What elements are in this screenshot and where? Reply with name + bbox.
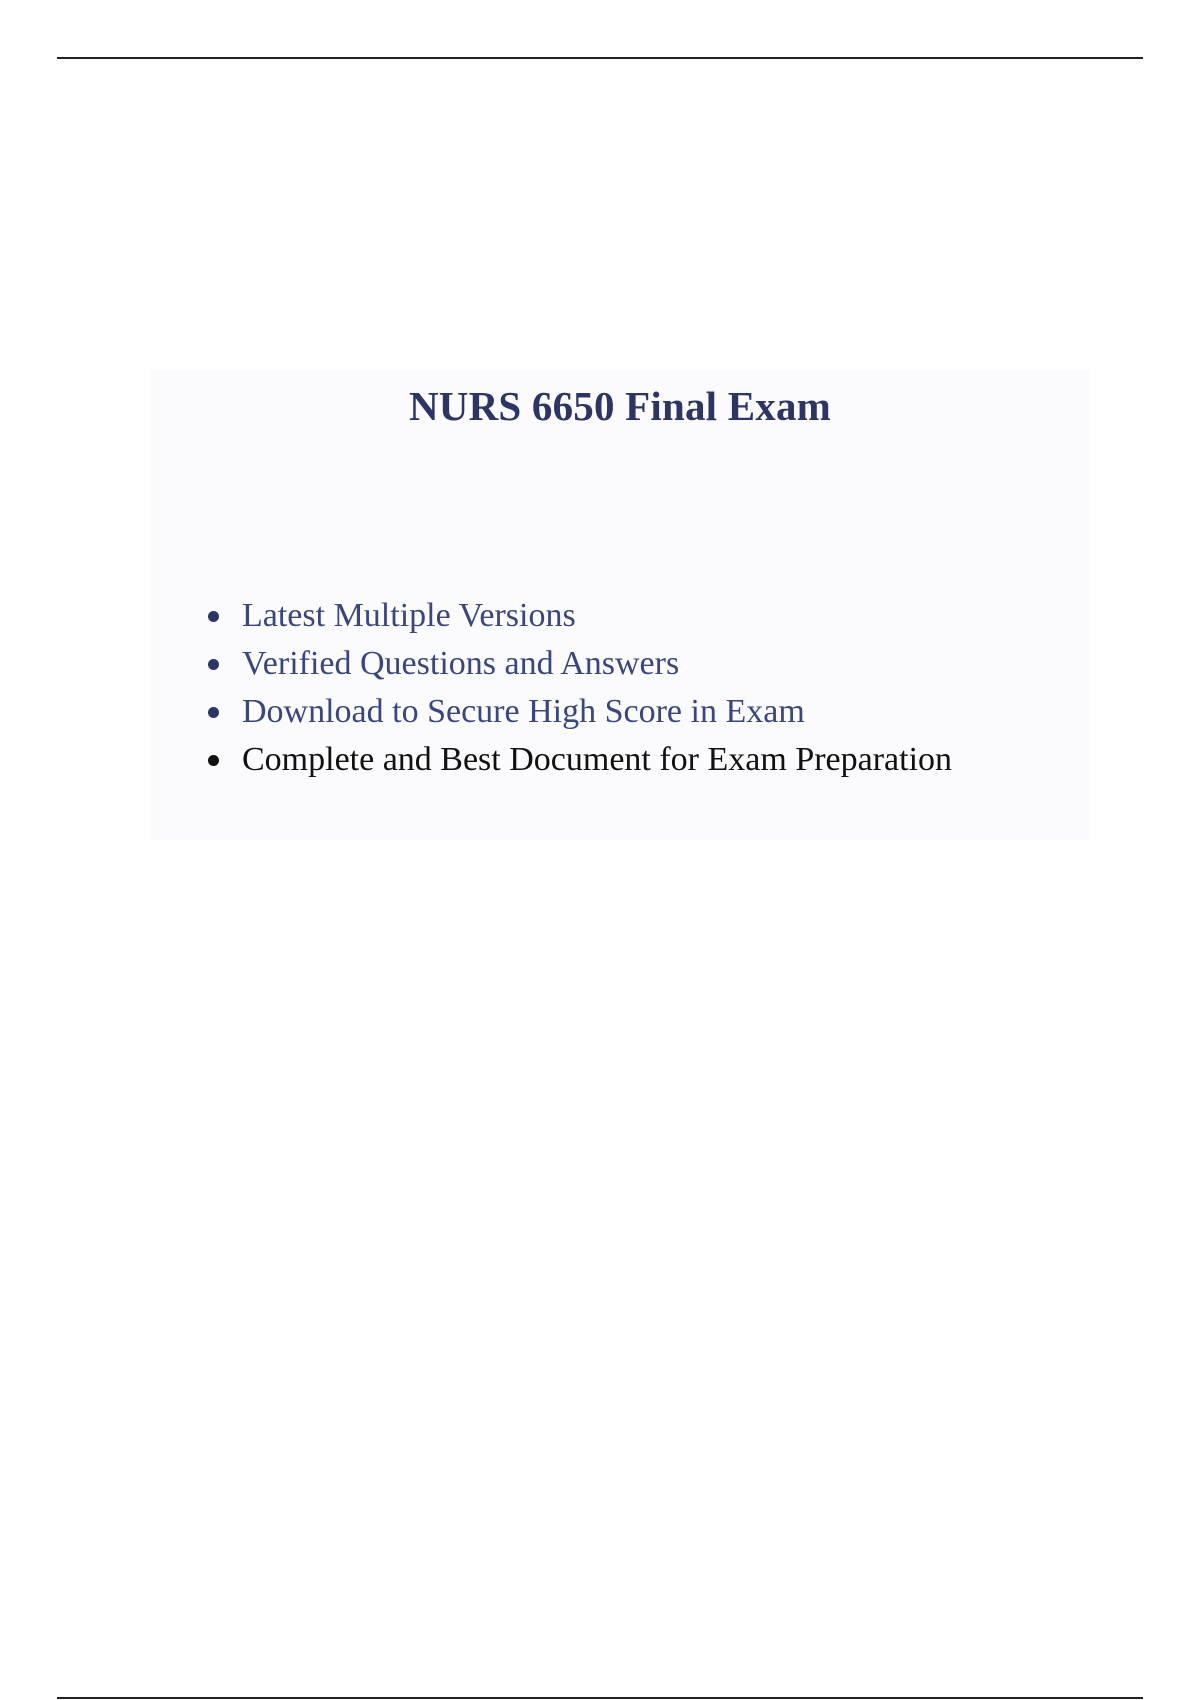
feature-list — [208, 592, 952, 784]
list-item — [208, 592, 952, 640]
list-item-text: Download to Secure High Score in Exam — [242, 693, 805, 730]
bullet-icon — [208, 611, 219, 622]
list-item — [208, 640, 952, 688]
footer-rule — [57, 1697, 1143, 1699]
document-title: NURS 6650 Final Exam — [408, 383, 831, 429]
bullet-icon — [208, 707, 219, 718]
list-item-text: Latest Multiple Versions — [242, 597, 576, 634]
list-item — [208, 736, 952, 784]
list-item — [208, 688, 952, 736]
bullet-icon — [208, 659, 219, 670]
list-item-text: Verified Questions and Answers — [242, 645, 680, 682]
bullet-icon — [208, 755, 219, 766]
list-item-text: Complete and Best Document for Exam Preparation — [242, 741, 953, 778]
header-rule — [57, 57, 1143, 59]
cover-panel — [150, 370, 1090, 840]
